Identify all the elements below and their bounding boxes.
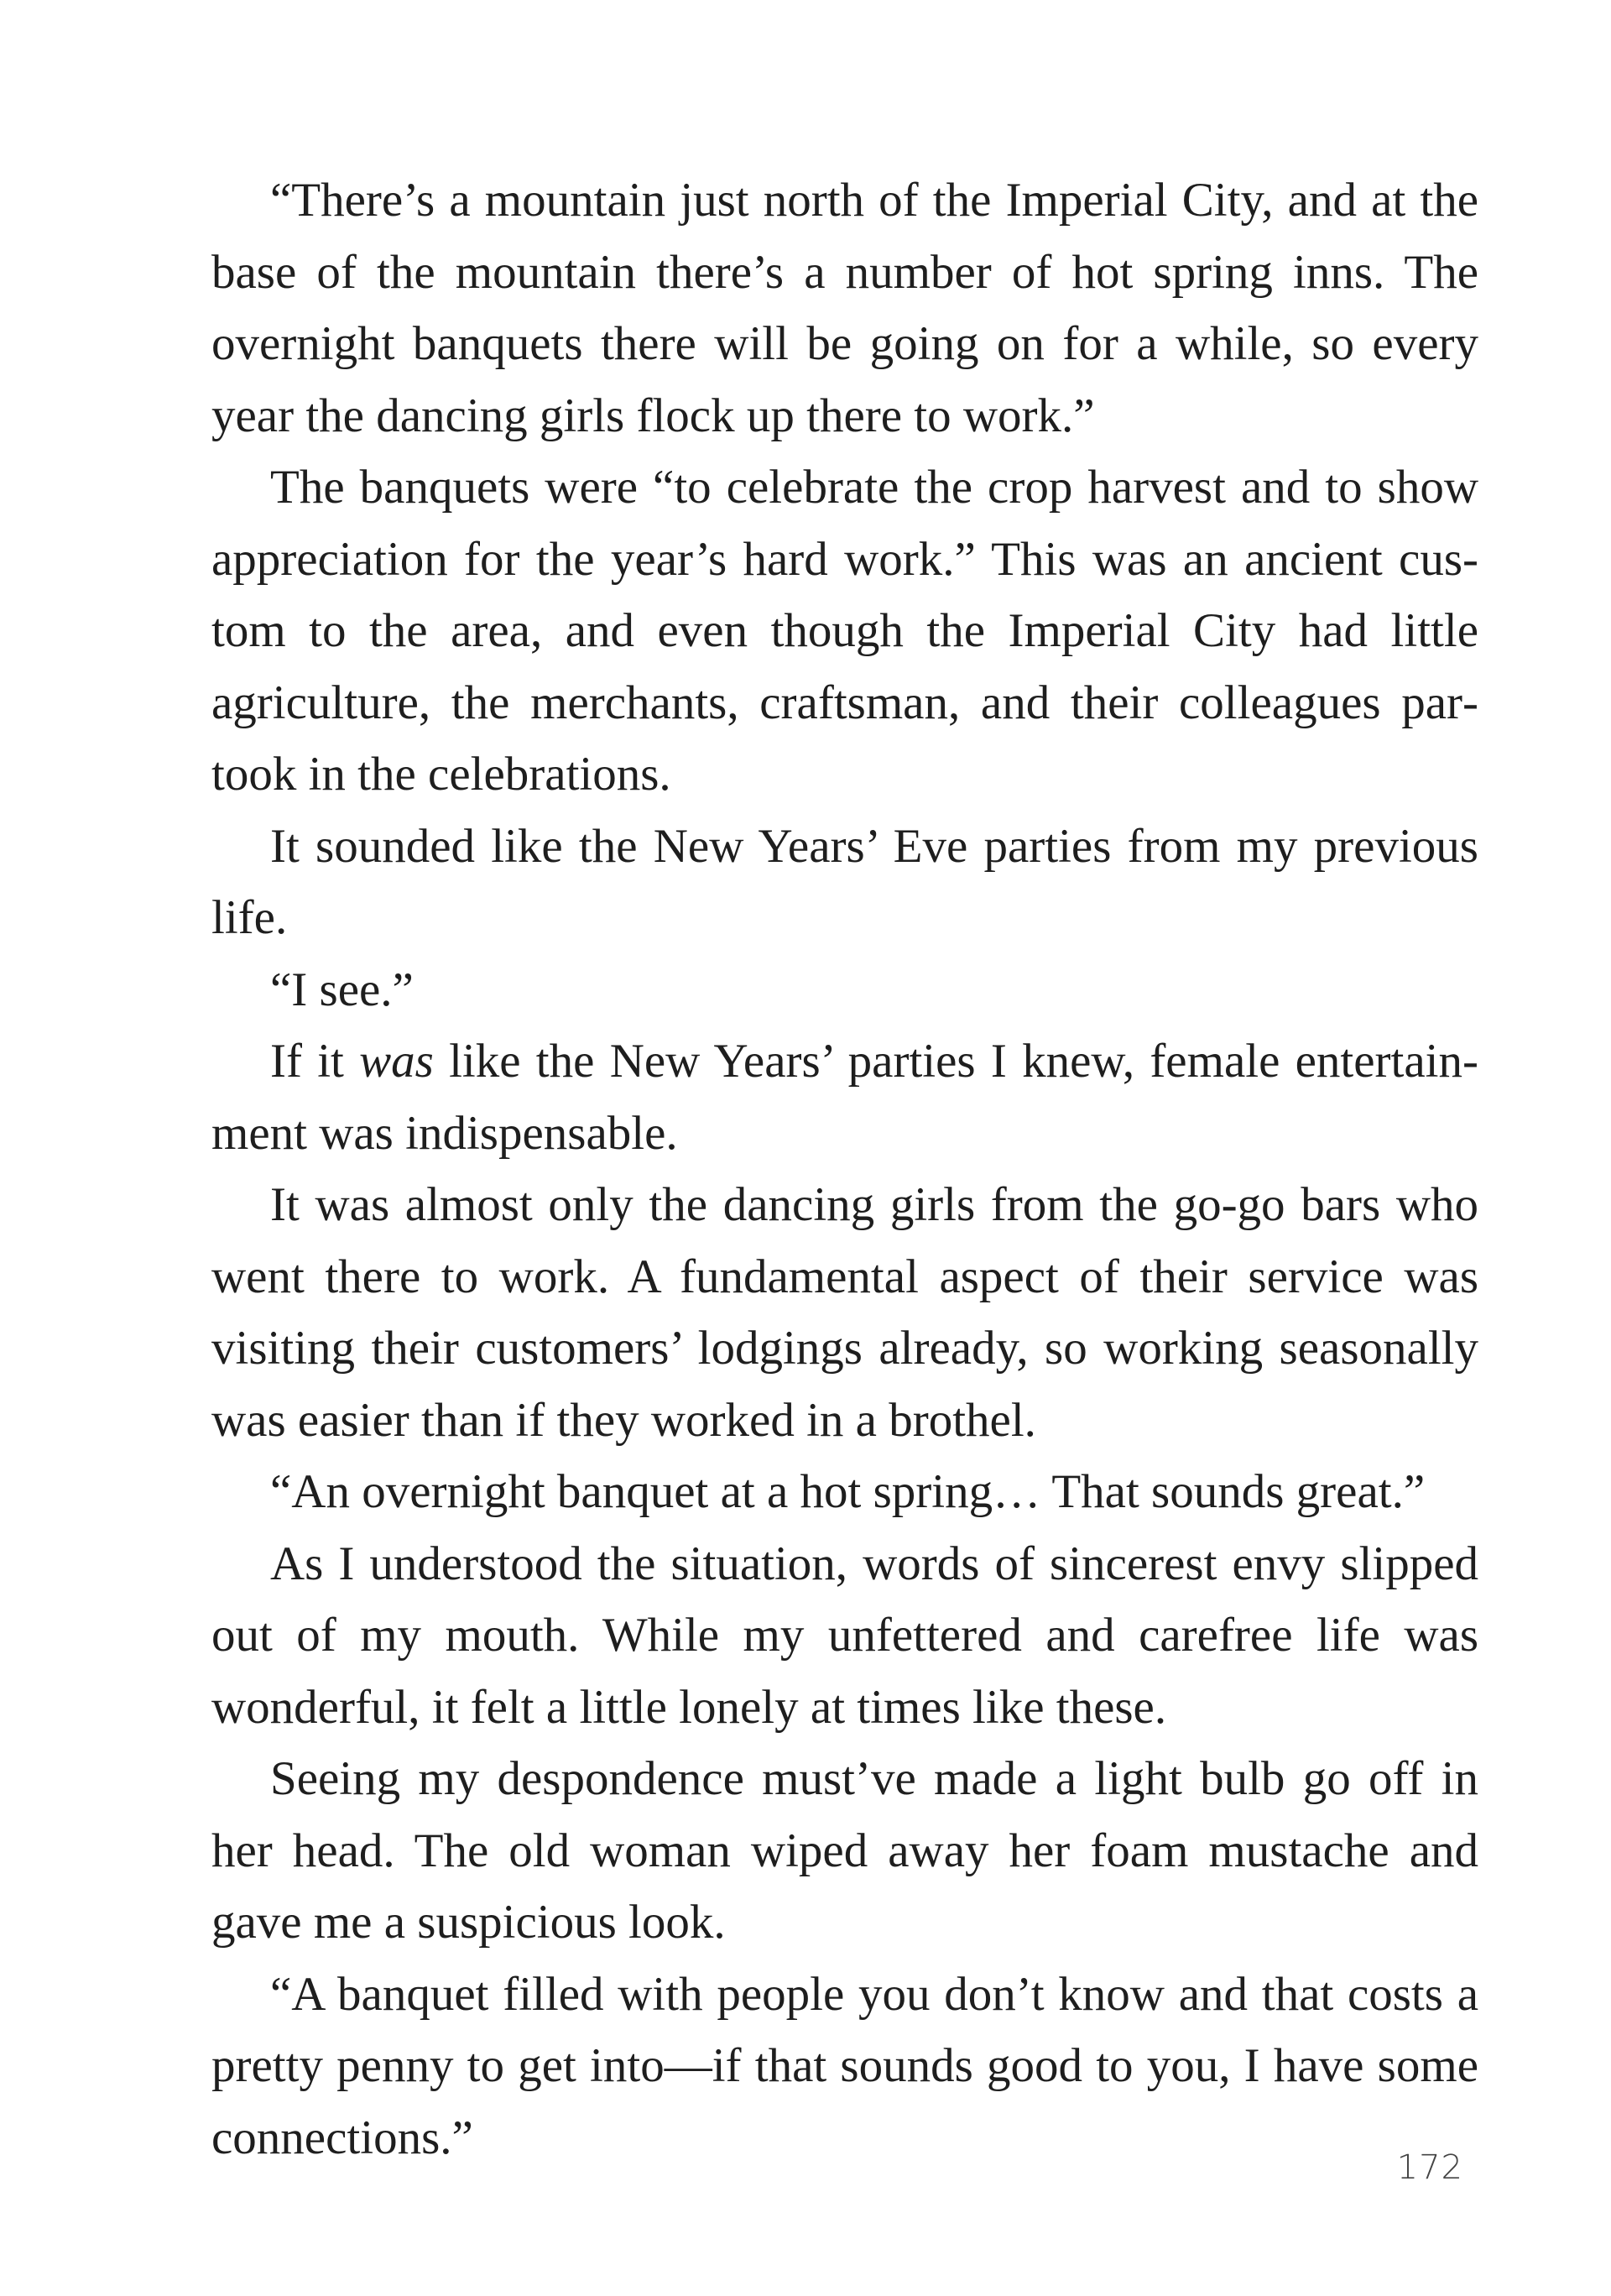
- page-number: 172: [1396, 2148, 1463, 2187]
- paragraph-8: As I understood the situation, words of sincerest envy slipped out of my mouth. While my unfettered and carefree life was wonderful, it felt a little lonely at times like these.: [211, 1537, 1478, 1734]
- paragraph-7: “An overnight banquet at a hot spring… That sounds great.”: [270, 1465, 1426, 1518]
- paragraph-3: It sounded like the New Years’ Eve parties from my previous life.: [211, 819, 1478, 944]
- paragraph-10: “A banquet filled with people you don’t know and that costs a pretty penny to get into—if that sounds good to you, I have some connections.”: [211, 1967, 1478, 2164]
- paragraph-9: Seeing my despondence must’ve made a light bulb go off in her head. The old woman wiped away her foam mustache and gave me a suspicious look.: [211, 1752, 1478, 1949]
- emphasis-was: was: [359, 1035, 434, 1088]
- paragraph-2: The banquets were “to celebrate the crop harvest and to show appreciation for the year’s hard work.” This was an ancient custom to the area, and even though the Imperial City had little agriculture, the merchants, craftsman, and their colleagues partook in the celebrations.: [211, 461, 1478, 801]
- paragraph-6: It was almost only the dancing girls from the go-go bars who went there to work. A fundamental aspect of their service was visiting their customers’ lodgings already, so working seasonally was easier than if they worked in a brothel.: [211, 1178, 1478, 1447]
- paragraph-5: If it was like the New Years’ parties I knew, female entertainment was indispensable.: [211, 1035, 1478, 1160]
- body-text: [211, 164, 1478, 2173]
- paragraph-1: “There’s a mountain just north of the Imperial City, and at the base of the mountain there’s a number of hot spring inns. The overnight banquets there will be going on for a while, so every year the dancing girls flock up there to work.”: [211, 174, 1478, 442]
- paragraph-4: “I see.”: [270, 963, 414, 1016]
